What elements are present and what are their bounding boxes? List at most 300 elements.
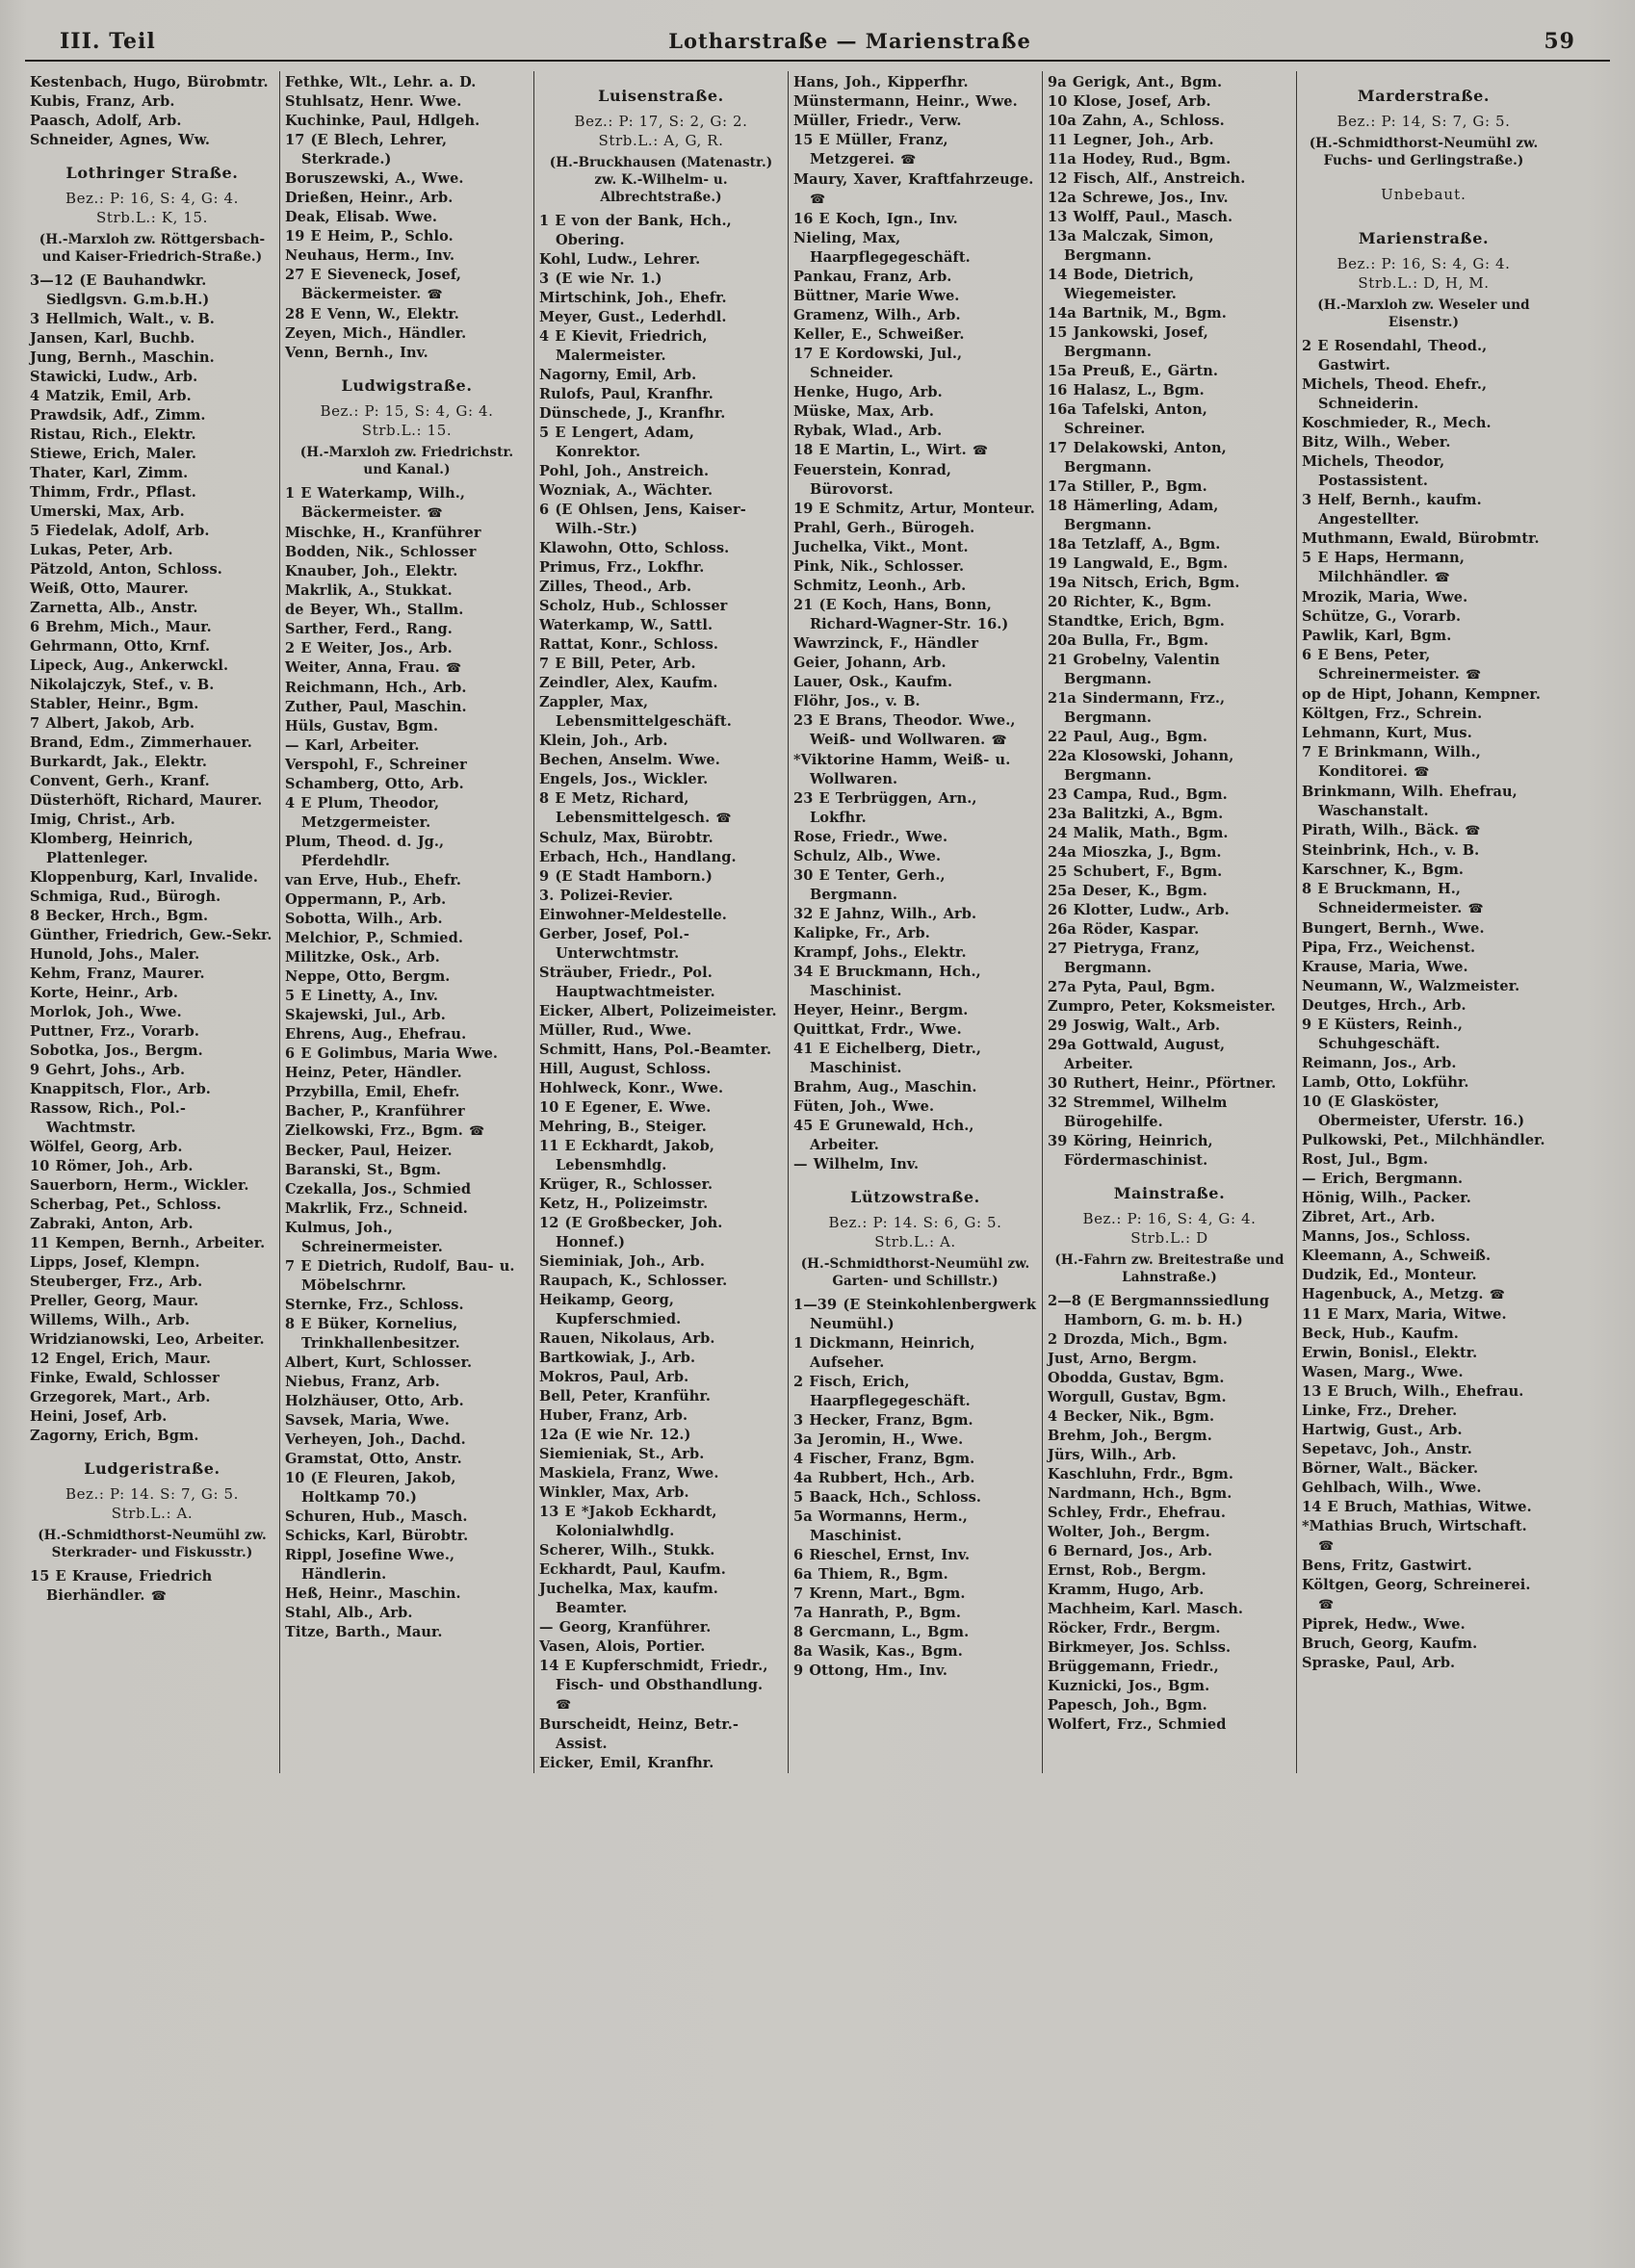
- directory-entry: Raupach, K., Schlosser.: [539, 1273, 728, 1289]
- directory-entry: Zabraki, Anton, Arb.: [30, 1216, 194, 1232]
- district-info: Bez.: P: 14, S: 7, G: 5.: [1337, 113, 1511, 130]
- district-info: Bez.: P: 17, S: 2, G: 2.: [574, 113, 748, 130]
- directory-entry: Weiß, Otto, Maurer.: [30, 580, 189, 597]
- directory-entry: 4 E Kievit, Friedrich, Malermeister.: [539, 328, 708, 364]
- directory-entry: Verspohl, F., Schreiner: [285, 757, 467, 773]
- directory-entry: 17 E Kordowski, Jul., Schneider.: [793, 346, 963, 381]
- directory-entry: Düsterhöft, Richard, Maurer.: [30, 792, 263, 809]
- directory-entry: 6 Rieschel, Ernst, Inv.: [793, 1547, 971, 1563]
- directory-entry: Skajewski, Jul., Arb.: [285, 1007, 446, 1023]
- directory-entry: Rose, Friedr., Wwe.: [793, 829, 948, 845]
- phone-icon: ☎: [1465, 824, 1481, 838]
- directory-entry: 7 Albert, Jakob, Arb.: [30, 715, 195, 732]
- directory-entry: Rybak, Wlad., Arb.: [793, 423, 943, 439]
- district-info: Strb.L.: A.: [111, 1505, 194, 1522]
- directory-entry: Przybilla, Emil, Ehefr.: [285, 1084, 460, 1100]
- directory-entry: Meyer, Gust., Lederhdl.: [539, 309, 727, 325]
- directory-entry: Holzhäuser, Otto, Arb.: [285, 1393, 464, 1409]
- directory-entry: Machheim, Karl. Masch.: [1048, 1601, 1244, 1617]
- directory-entry: Zarnetta, Alb., Anstr.: [30, 600, 198, 616]
- phone-icon: ☎: [1318, 1598, 1335, 1612]
- directory-entry: 23 E Terbrüggen, Arn., Lokfhr.: [793, 790, 977, 826]
- directory-entry: Deutges, Hrch., Arb.: [1302, 997, 1466, 1014]
- directory-entry: Kehm, Franz, Maurer.: [30, 966, 205, 982]
- directory-entry: Jürs, Wilh., Arb.: [1048, 1447, 1177, 1463]
- directory-entry: Flöhr, Jos., v. B.: [793, 693, 921, 709]
- directory-entry: Militzke, Osk., Arb.: [285, 949, 440, 966]
- directory-entry: Schulz, Alb., Wwe.: [793, 848, 942, 864]
- directory-entry: *Mathias Bruch, Wirtschaft. ☎: [1302, 1518, 1527, 1554]
- directory-entry: 28 E Venn, W., Elektr.: [285, 306, 459, 322]
- directory-entry: 6 E Bens, Peter, Schreinermeister. ☎: [1302, 647, 1482, 683]
- directory-entry: Melchior, P., Schmied.: [285, 930, 463, 946]
- directory-entry: — Erich, Bergmann.: [1302, 1171, 1464, 1187]
- directory-entry: Keller, E., Schweißer.: [793, 326, 965, 343]
- street-heading: Marienstraße.: [1358, 229, 1490, 247]
- directory-entry: 11 E Eckhardt, Jakob, Lebensmhdlg.: [539, 1138, 715, 1173]
- directory-entry: Scholz, Hub., Schlosser: [539, 598, 728, 614]
- directory-entry: 22 Paul, Aug., Bgm.: [1048, 729, 1208, 745]
- directory-entry: Juchelka, Vikt., Mont.: [793, 539, 969, 555]
- directory-entry: Wridzianowski, Leo, Arbeiter.: [30, 1331, 265, 1348]
- directory-entry: Krüger, R., Schlosser.: [539, 1176, 714, 1193]
- directory-entry: Kubis, Franz, Arb.: [30, 93, 175, 110]
- directory-entry: 15 E Müller, Franz, Metzgerei. ☎: [793, 132, 948, 168]
- phone-icon: ☎: [1318, 1539, 1335, 1554]
- directory-entry: 9 E Küsters, Reinh., Schuhgeschäft.: [1302, 1017, 1464, 1052]
- directory-entry: Obodda, Gustav, Bgm.: [1048, 1370, 1225, 1386]
- directory-entry: Just, Arno, Bergm.: [1048, 1351, 1198, 1367]
- directory-entry: Klomberg, Heinrich, Plattenleger.: [30, 831, 194, 866]
- directory-entry: 7a Hanrath, P., Bgm.: [793, 1605, 961, 1621]
- directory-entry: 5 Fiedelak, Adolf, Arb.: [30, 523, 210, 539]
- directory-entry: 25 Schubert, F., Bgm.: [1048, 863, 1223, 880]
- directory-entry: Neuhaus, Herm., Inv.: [285, 247, 455, 264]
- directory-entry: Pink, Nik., Schlosser.: [793, 558, 965, 575]
- directory-entry: Bungert, Bernh., Wwe.: [1302, 920, 1485, 937]
- directory-entry: — Georg, Kranführer.: [539, 1619, 712, 1636]
- directory-entry: Bodden, Nik., Schlosser: [285, 544, 477, 560]
- directory-entry: 16 Halasz, L., Bgm.: [1048, 382, 1205, 399]
- directory-entry: Heikamp, Georg, Kupferschmied.: [539, 1292, 682, 1327]
- directory-entry: 19a Nitsch, Erich, Bgm.: [1048, 575, 1240, 591]
- directory-entry: Makrlik, Frz., Schneid.: [285, 1200, 468, 1217]
- directory-entry: Kohl, Ludw., Lehrer.: [539, 251, 701, 268]
- directory-entry: Brand, Edm., Zimmerhauer.: [30, 735, 252, 751]
- directory-entry: 5 E Lengert, Adam, Konrektor.: [539, 425, 694, 460]
- directory-entry: 18 Hämerling, Adam, Bergmann.: [1048, 498, 1219, 533]
- street-heading: Marderstraße.: [1357, 87, 1491, 105]
- directory-entry: 10 E Egener, E. Wwe.: [539, 1099, 712, 1116]
- directory-entry: Deak, Elisab. Wwe.: [285, 209, 438, 225]
- directory-entry: Pawlik, Karl, Bgm.: [1302, 628, 1452, 644]
- directory-entry: Sarther, Ferd., Rang.: [285, 621, 453, 637]
- directory-entry: Hagenbuck, A., Metzg. ☎: [1302, 1286, 1505, 1302]
- directory-entry: Titze, Barth., Maur.: [285, 1624, 443, 1640]
- directory-entry: Rassow, Rich., Pol.-Wachtmstr.: [30, 1100, 187, 1136]
- directory-entry: 18 E Martin, L., Wirt. ☎: [793, 442, 989, 458]
- directory-entry: Klein, Joh., Arb.: [539, 733, 668, 749]
- directory-entry: 27 E Sieveneck, Josef, Bäckermeister. ☎: [285, 267, 462, 302]
- directory-entry: van Erve, Hub., Ehefr.: [285, 872, 461, 889]
- directory-entry: Schuren, Hub., Masch.: [285, 1508, 468, 1525]
- directory-entry: 11a Hodey, Rud., Bgm.: [1048, 151, 1232, 168]
- directory-entry: Stawicki, Ludw., Arb.: [30, 369, 198, 385]
- directory-entry: Erwin, Bonisl., Elektr.: [1302, 1345, 1478, 1361]
- phone-icon: ☎: [972, 444, 989, 458]
- directory-entry: 5 Baack, Hch., Schloss.: [793, 1489, 982, 1506]
- directory-entry: — Wilhelm, Inv.: [793, 1156, 920, 1173]
- directory-entry: 12 Engel, Erich, Maur.: [30, 1351, 212, 1367]
- directory-entry: Winkler, Max, Arb.: [539, 1484, 689, 1501]
- phone-icon: ☎: [991, 734, 1007, 748]
- directory-entry: Convent, Gerh., Kranf.: [30, 773, 210, 789]
- directory-entry: Stiewe, Erich, Maler.: [30, 446, 197, 462]
- directory-entry: 19 E Schmitz, Artur, Monteur.: [793, 501, 1035, 517]
- directory-entry: 39 Köring, Heinrich, Fördermaschinist.: [1048, 1133, 1213, 1169]
- district-info: Strb.L.: A, G, R.: [598, 132, 724, 149]
- directory-entry: Lipeck, Aug., Ankerwckl.: [30, 657, 229, 674]
- directory-entry: Michels, Theod. Ehefr., Schneiderin.: [1302, 376, 1488, 412]
- directory-entry: 6 Bernard, Jos., Arb.: [1048, 1543, 1213, 1559]
- directory-entry: Zilles, Theod., Arb.: [539, 579, 692, 595]
- district-info: Strb.L.: D, H, M.: [1358, 274, 1490, 292]
- street-heading: Ludwigstraße.: [341, 376, 473, 395]
- phone-icon: ☎: [900, 153, 917, 168]
- directory-entry: 3a Jeromin, H., Wwe.: [793, 1431, 964, 1448]
- directory-entry: 25a Deser, K., Bgm.: [1048, 883, 1207, 899]
- directory-entry: 7 E Brinkmann, Wilh., Konditorei. ☎: [1302, 744, 1481, 780]
- directory-entry: 6a Thiem, R., Bgm.: [793, 1566, 948, 1583]
- directory-entry: Sobotka, Jos., Bergm.: [30, 1043, 203, 1059]
- directory-entry: 8a Wasik, Kas., Bgm.: [793, 1643, 963, 1660]
- directory-entry: Neumann, W., Walzmeister.: [1302, 978, 1520, 994]
- directory-entry: 23 Campa, Rud., Bgm.: [1048, 786, 1228, 803]
- directory-entry: Spraske, Paul, Arb.: [1302, 1655, 1456, 1671]
- directory-entry: Imig, Christ., Arb.: [30, 812, 176, 828]
- directory-entry: 12 (E Großbecker, Joh. Honnef.): [539, 1215, 723, 1250]
- directory-entry: 3 (E wie Nr. 1.): [539, 271, 662, 287]
- directory-entry: Umerski, Max, Arb.: [30, 503, 185, 520]
- district-info: Bez.: P: 14. S: 7, G: 5.: [65, 1485, 240, 1503]
- directory-entry: Czekalla, Jos., Schmied: [285, 1181, 472, 1198]
- directory-column-4: [788, 71, 1042, 1773]
- directory-entry: 8 E Metz, Richard, Lebensmittelgesch. ☎: [539, 790, 732, 826]
- directory-entry: 23 E Brans, Theodor. Wwe., Weiß- und Wollwaren. ☎: [793, 712, 1016, 748]
- directory-entry: Brinkmann, Wilh. Ehefrau, Waschanstalt.: [1302, 784, 1518, 819]
- directory-entry: Plum, Theod. d. Jg., Pferdehdlr.: [285, 834, 445, 869]
- directory-entry: 2—8 (E Bergmannssiedlung Hamborn, G. m. b. H.): [1048, 1293, 1270, 1328]
- directory-entry: Puttner, Frz., Vorarb.: [30, 1023, 199, 1040]
- directory-entry: Müller, Friedr., Verw.: [793, 113, 962, 129]
- directory-entry: 12a Schrewe, Jos., Inv.: [1048, 190, 1229, 206]
- directory-entry: Bens, Fritz, Gastwirt.: [1302, 1558, 1472, 1574]
- directory-entry: Lipps, Josef, Klempn.: [30, 1254, 200, 1271]
- directory-entry: Ristau, Rich., Elektr.: [30, 426, 196, 443]
- district-info: Bez.: P: 16, S: 4, G: 4.: [1337, 255, 1511, 272]
- directory-entry: 10 (E Fleuren, Jakob, Holtkamp 70.): [285, 1470, 456, 1506]
- directory-entry: Prawdsik, Adf., Zimm.: [30, 407, 206, 424]
- directory-entry: Zappler, Max, Lebensmittelgeschäft.: [539, 694, 732, 730]
- directory-entry: Pipa, Frz., Weichenst.: [1302, 940, 1476, 956]
- directory-entry: Boruszewski, A., Wwe.: [285, 170, 464, 187]
- directory-entry: Stahl, Alb., Arb.: [285, 1605, 413, 1621]
- directory-entry: Koschmieder, R., Mech.: [1302, 415, 1492, 431]
- directory-entry: Sträuber, Friedr., Pol. Hauptwachtmeister.: [539, 965, 715, 1000]
- directory-entry: 9 Ottong, Hm., Inv.: [793, 1662, 948, 1679]
- phone-icon: ☎: [427, 288, 443, 302]
- directory-entry: Sternke, Frz., Schloss.: [285, 1297, 464, 1313]
- directory-entry: 3 Hellmich, Walt., v. B.: [30, 311, 215, 327]
- directory-entry: Zuther, Paul, Maschin.: [285, 699, 467, 715]
- directory-entry: Hohlweck, Konr., Wwe.: [539, 1080, 724, 1096]
- directory-entry: 20 Richter, K., Bgm.: [1048, 594, 1212, 610]
- location-note: (H.-Schmidthorst-Neumühl zw. Garten- und Schillstr.): [800, 1256, 1030, 1289]
- directory-entry: 17 (E Blech, Lehrer, Sterkrade.): [285, 132, 448, 168]
- directory-entry: 27a Pyta, Paul, Bgm.: [1048, 979, 1215, 995]
- directory-entry: Lehmann, Kurt, Mus.: [1302, 725, 1472, 741]
- directory-entry: Schütze, G., Vorarb.: [1302, 608, 1462, 625]
- directory-entry: 1 Dickmann, Heinrich, Aufseher.: [793, 1335, 975, 1371]
- directory-entry: Feuerstein, Konrad, Bürovorst.: [793, 462, 951, 498]
- phone-icon: ☎: [445, 661, 462, 676]
- directory-entry: Gramenz, Wilh., Arb.: [793, 307, 961, 323]
- directory-entry: Albert, Kurt, Schlosser.: [285, 1354, 473, 1371]
- directory-entry: Wawrzinck, F., Händler: [793, 635, 979, 652]
- directory-entry: Gehrmann, Otto, Krnf.: [30, 638, 211, 655]
- directory-entry: 21 (E Koch, Hans, Bonn, Richard-Wagner-Str. 16.): [793, 597, 1009, 632]
- directory-entry: Hunold, Johs., Maler.: [30, 946, 200, 963]
- directory-entry: Grzegorek, Mart., Arb.: [30, 1389, 211, 1405]
- location-note: (H.-Bruckhausen (Matenastr.) zw. K.-Wilhelm- u. Albrechtstraße.): [549, 155, 773, 205]
- directory-entry: Stuhlsatz, Henr. Wwe.: [285, 93, 462, 110]
- district-info: Bez.: P: 16, S: 4, G: 4.: [65, 190, 240, 207]
- directory-entry: Wozniak, A., Wächter.: [539, 482, 714, 499]
- directory-entry: Gehlbach, Wilh., Wwe.: [1302, 1480, 1482, 1496]
- directory-entry: Wolter, Joh., Bergm.: [1048, 1524, 1210, 1540]
- district-info: Bez.: P: 15, S: 4, G: 4.: [320, 402, 494, 420]
- directory-entry: Standtke, Erich, Bgm.: [1048, 613, 1225, 630]
- directory-entry: 18a Tetzlaff, A., Bgm.: [1048, 536, 1221, 553]
- directory-entry: de Beyer, Wh., Stallm.: [285, 602, 464, 618]
- directory-entry: 14 E Bruch, Mathias, Witwe.: [1302, 1499, 1532, 1515]
- directory-entry: 2 E Weiter, Jos., Arb.: [285, 640, 453, 657]
- directory-entry: Waterkamp, W., Sattl.: [539, 617, 714, 633]
- directory-entry: 11 E Marx, Maria, Witwe.: [1302, 1306, 1507, 1323]
- directory-entry: Morlok, Joh., Wwe.: [30, 1004, 182, 1020]
- directory-entry: 4 Becker, Nik., Bgm.: [1048, 1408, 1215, 1425]
- directory-entry: 11 Kempen, Bernh., Arbeiter.: [30, 1235, 266, 1251]
- directory-entry: 16 E Koch, Ign., Inv.: [793, 211, 958, 227]
- directory-entry: Linke, Frz., Dreher.: [1302, 1403, 1458, 1419]
- directory-entry: 8 E Büker, Kornelius, Trinkhallenbesitzer.: [285, 1316, 460, 1352]
- directory-entry: Kalipke, Fr., Arb.: [793, 925, 930, 941]
- phone-icon: ☎: [556, 1698, 572, 1713]
- street-heading: Luisenstraße.: [598, 87, 724, 105]
- directory-entry: Brehm, Joh., Bergm.: [1048, 1428, 1212, 1444]
- directory-entry: Müske, Max, Arb.: [793, 403, 934, 420]
- directory-entry: 27 Pietryga, Franz, Bergmann.: [1048, 941, 1201, 976]
- directory-entry: 30 Ruthert, Heinr., Pförtner.: [1048, 1075, 1277, 1092]
- directory-entry: 8 E Bruckmann, H., Schneidermeister. ☎: [1302, 881, 1484, 916]
- directory-entry: 26 Klotter, Ludw., Arb.: [1048, 902, 1230, 918]
- directory-entry: Lauer, Osk., Kaufm.: [793, 674, 953, 690]
- directory-entry: Kuchinke, Paul, Hdlgeh.: [285, 113, 480, 129]
- directory-entry: Hüls, Gustav, Bgm.: [285, 718, 439, 735]
- directory-entry: Primus, Frz., Lokfhr.: [539, 559, 705, 576]
- directory-entry: Münstermann, Heinr., Wwe.: [793, 93, 1018, 110]
- directory-entry: Hans, Joh., Kipperfhr.: [793, 74, 969, 90]
- directory-entry: Siemieniak, St., Arb.: [539, 1446, 705, 1462]
- district-info: Strb.L.: D: [1130, 1229, 1208, 1247]
- directory-entry: Pulkowski, Pet., Milchhändler.: [1302, 1132, 1545, 1148]
- directory-entry: 8 Becker, Hrch., Bgm.: [30, 908, 209, 924]
- directory-entry: Verheyen, Joh., Dachd.: [285, 1431, 466, 1448]
- directory-entry: Oppermann, P., Arb.: [285, 891, 447, 908]
- district-info: Bez.: P: 16, S: 4, G: 4.: [1082, 1210, 1257, 1227]
- directory-entry: Klawohn, Otto, Schloss.: [539, 540, 730, 556]
- directory-entry: Scherer, Wilh., Stukk.: [539, 1542, 715, 1559]
- directory-entry: Krampf, Johs., Elektr.: [793, 944, 967, 961]
- directory-entry: Lamb, Otto, Lokführ.: [1302, 1074, 1469, 1091]
- directory-entry: Steinbrink, Hch., v. B.: [1302, 842, 1480, 859]
- directory-entry: 9a Gerigk, Ant., Bgm.: [1048, 74, 1223, 90]
- directory-entry: Becker, Paul, Heizer.: [285, 1143, 453, 1159]
- directory-entry: Heinz, Peter, Händler.: [285, 1065, 462, 1081]
- running-header: [25, 29, 1610, 60]
- directory-entry: Schamberg, Otto, Arb.: [285, 776, 464, 792]
- directory-entry: 13a Malczak, Simon, Bergmann.: [1048, 228, 1214, 264]
- directory-entry: Kuznicki, Jos., Bgm.: [1048, 1678, 1210, 1694]
- directory-entry: 7 Krenn, Mart., Bgm.: [793, 1585, 966, 1602]
- directory-entry: Schulz, Max, Bürobtr.: [539, 830, 714, 846]
- directory-entry: Ehrens, Aug., Ehefrau.: [285, 1026, 467, 1043]
- phone-icon: ☎: [1489, 1288, 1505, 1302]
- directory-entry: Reimann, Jos., Arb.: [1302, 1055, 1457, 1071]
- directory-entry: 29a Gottwald, August, Arbeiter.: [1048, 1037, 1226, 1072]
- directory-entry: Thimm, Frdr., Pflast.: [30, 484, 196, 501]
- directory-entry: 1—39 (E Steinkohlenbergwerk Neumühl.): [793, 1297, 1036, 1332]
- directory-entry: 10 Römer, Joh., Arb.: [30, 1158, 194, 1174]
- directory-entry: 6 Brehm, Mich., Maur.: [30, 619, 212, 635]
- directory-entry: Pohl, Joh., Anstreich.: [539, 463, 710, 479]
- phone-icon: ☎: [810, 193, 826, 207]
- directory-entry: Zielkowski, Frz., Bgm. ☎: [285, 1122, 485, 1139]
- directory-entry: 34 E Bruckmann, Hch., Maschinist.: [793, 964, 981, 999]
- location-note: (H.-Marxloh zw. Friedrichstr. und Kanal.): [299, 445, 514, 477]
- directory-entry: Müller, Rud., Wwe.: [539, 1022, 692, 1039]
- directory-entry: Steuberger, Frz., Arb.: [30, 1274, 203, 1290]
- location-note: (H.-Schmidthorst-Neumühl zw. Fuchs- und Gerlingstraße.): [1309, 136, 1539, 168]
- directory-entry: Knappitsch, Flor., Arb.: [30, 1081, 211, 1097]
- directory-entry: Gerber, Josef, Pol.-Unterwchtmstr.: [539, 926, 689, 962]
- directory-entry: Mischke, H., Kranführer: [285, 525, 481, 541]
- directory-entry: Pätzold, Anton, Schloss.: [30, 561, 222, 578]
- directory-entry: Rost, Jul., Bgm.: [1302, 1151, 1429, 1168]
- directory-entry: Ernst, Rob., Bergm.: [1048, 1562, 1207, 1579]
- directory-entry: 4 Matzik, Emil, Arb.: [30, 388, 192, 404]
- directory-entry: Scherbag, Pet., Schloss.: [30, 1197, 221, 1213]
- directory-entry: Willems, Wilh., Arb.: [30, 1312, 191, 1328]
- directory-entry: Birkmeyer, Jos. Schlss.: [1048, 1639, 1232, 1656]
- directory-entry: Pankau, Franz, Arb.: [793, 269, 952, 285]
- directory-entry: Worgull, Gustav, Bgm.: [1048, 1389, 1227, 1405]
- directory-entry: Kaschluhn, Frdr., Bgm.: [1048, 1466, 1234, 1482]
- directory-entry: 13 Wolff, Paul., Masch.: [1048, 209, 1233, 225]
- directory-entry: Hartwig, Gust., Arb.: [1302, 1422, 1463, 1438]
- directory-entry: Fethke, Wlt., Lehr. a. D.: [285, 74, 477, 90]
- directory-entry: Schmiga, Rud., Bürogh.: [30, 889, 221, 905]
- directory-entry: Zeindler, Alex, Kaufm.: [539, 675, 718, 691]
- directory-entry: 4 E Plum, Theodor, Metzgermeister.: [285, 795, 440, 831]
- directory-entry: Bitz, Wilh., Weber.: [1302, 434, 1451, 451]
- directory-entry: 45 E Grunewald, Hch., Arbeiter.: [793, 1118, 974, 1153]
- phone-icon: ☎: [469, 1124, 485, 1139]
- directory-entry: Brahm, Aug., Maschin.: [793, 1079, 977, 1095]
- directory-entry: 11 Legner, Joh., Arb.: [1048, 132, 1214, 148]
- directory-entry: Wasen, Marg., Wwe.: [1302, 1364, 1464, 1380]
- directory-entry: 3 Hecker, Franz, Bgm.: [793, 1412, 973, 1429]
- directory-entry: Karschner, K., Bgm.: [1302, 862, 1465, 878]
- directory-entry: 10 (E Glasköster, Obermeister, Uferstr. 16.): [1302, 1094, 1525, 1129]
- directory-entry: Makrlik, A., Stukkat.: [285, 582, 453, 599]
- directory-entry: 19 Langwald, E., Bgm.: [1048, 555, 1229, 572]
- directory-column-6: [1296, 71, 1550, 1773]
- directory-entry: Wölfel, Georg, Arb.: [30, 1139, 183, 1155]
- directory-entry: 23a Balitzki, A., Bgm.: [1048, 806, 1224, 822]
- directory-entry: Börner, Walt., Bäcker.: [1302, 1460, 1479, 1477]
- street-heading: Ludgeristraße.: [84, 1459, 221, 1478]
- directory-entry: 21a Sindermann, Frz., Bergmann.: [1048, 690, 1226, 726]
- location-note: (H.-Fahrn zw. Breitestraße und Lahnstraße.): [1054, 1252, 1285, 1285]
- directory-entry: Prahl, Gerh., Bürogeh.: [793, 520, 975, 536]
- district-info: Bez.: P: 14. S: 6, G: 5.: [828, 1214, 1002, 1231]
- directory-entry: Nardmann, Hch., Bgm.: [1048, 1485, 1233, 1502]
- directory-entry: Bechen, Anselm. Wwe.: [539, 752, 720, 768]
- directory-entry: 14 E Kupferschmidt, Friedr., Fisch- und Obsthandlung. ☎: [539, 1658, 768, 1713]
- phone-icon: ☎: [1467, 902, 1484, 916]
- directory-entry: 5a Wormanns, Herm., Maschinist.: [793, 1508, 968, 1544]
- directory-entry: 5 E Linetty, A., Inv.: [285, 988, 439, 1004]
- directory-entry: Kloppenburg, Karl, Invalide.: [30, 869, 258, 886]
- directory-column-3: [533, 71, 788, 1773]
- directory-entry: 20a Bulla, Fr., Bgm.: [1048, 632, 1209, 649]
- directory-entry: Maury, Xaver, Kraftfahrzeuge. ☎: [793, 171, 1034, 207]
- directory-entry: Thater, Karl, Zimm.: [30, 465, 189, 481]
- directory-entry: 3—12 (E Bauhandwkr. Siedlgsvn. G.m.b.H.): [30, 272, 210, 308]
- directory-entry: 29 Joswig, Walt., Arb.: [1048, 1018, 1221, 1034]
- directory-entry: 32 E Jahnz, Wilh., Arb.: [793, 906, 977, 922]
- phone-icon: ☎: [715, 812, 732, 826]
- district-info: Strb.L.: K, 15.: [96, 209, 208, 226]
- directory-entry: Pirath, Wilh., Bäck. ☎: [1302, 822, 1481, 838]
- directory-column-5: [1042, 71, 1296, 1773]
- directory-entry: 2 E Rosendahl, Theod., Gastwirt.: [1302, 338, 1488, 374]
- directory-entry: 9 Gehrt, Johs., Arb.: [30, 1062, 186, 1078]
- directory-entry: 13 E Bruch, Wilh., Ehefrau.: [1302, 1383, 1524, 1400]
- directory-entry: Mokros, Paul, Arb.: [539, 1369, 689, 1385]
- directory-entry: Rattat, Konr., Schloss.: [539, 636, 719, 653]
- directory-entry: Eicker, Emil, Kranfhr.: [539, 1755, 714, 1771]
- directory-entry: Gramstat, Otto, Anstr.: [285, 1451, 462, 1467]
- directory-entry: Röcker, Frdr., Bergm.: [1048, 1620, 1221, 1637]
- phone-icon: ☎: [150, 1589, 167, 1604]
- directory-entry: op de Hipt, Johann, Kempner.: [1302, 686, 1541, 703]
- directory-entry: Kramm, Hugo, Arb.: [1048, 1582, 1205, 1598]
- directory-entry: Günther, Friedrich, Gew.-Sekr.: [30, 927, 272, 943]
- directory-entry: Rippl, Josefine Wwe., Händlerin.: [285, 1547, 455, 1583]
- directory-entry: Krause, Maria, Wwe.: [1302, 959, 1468, 975]
